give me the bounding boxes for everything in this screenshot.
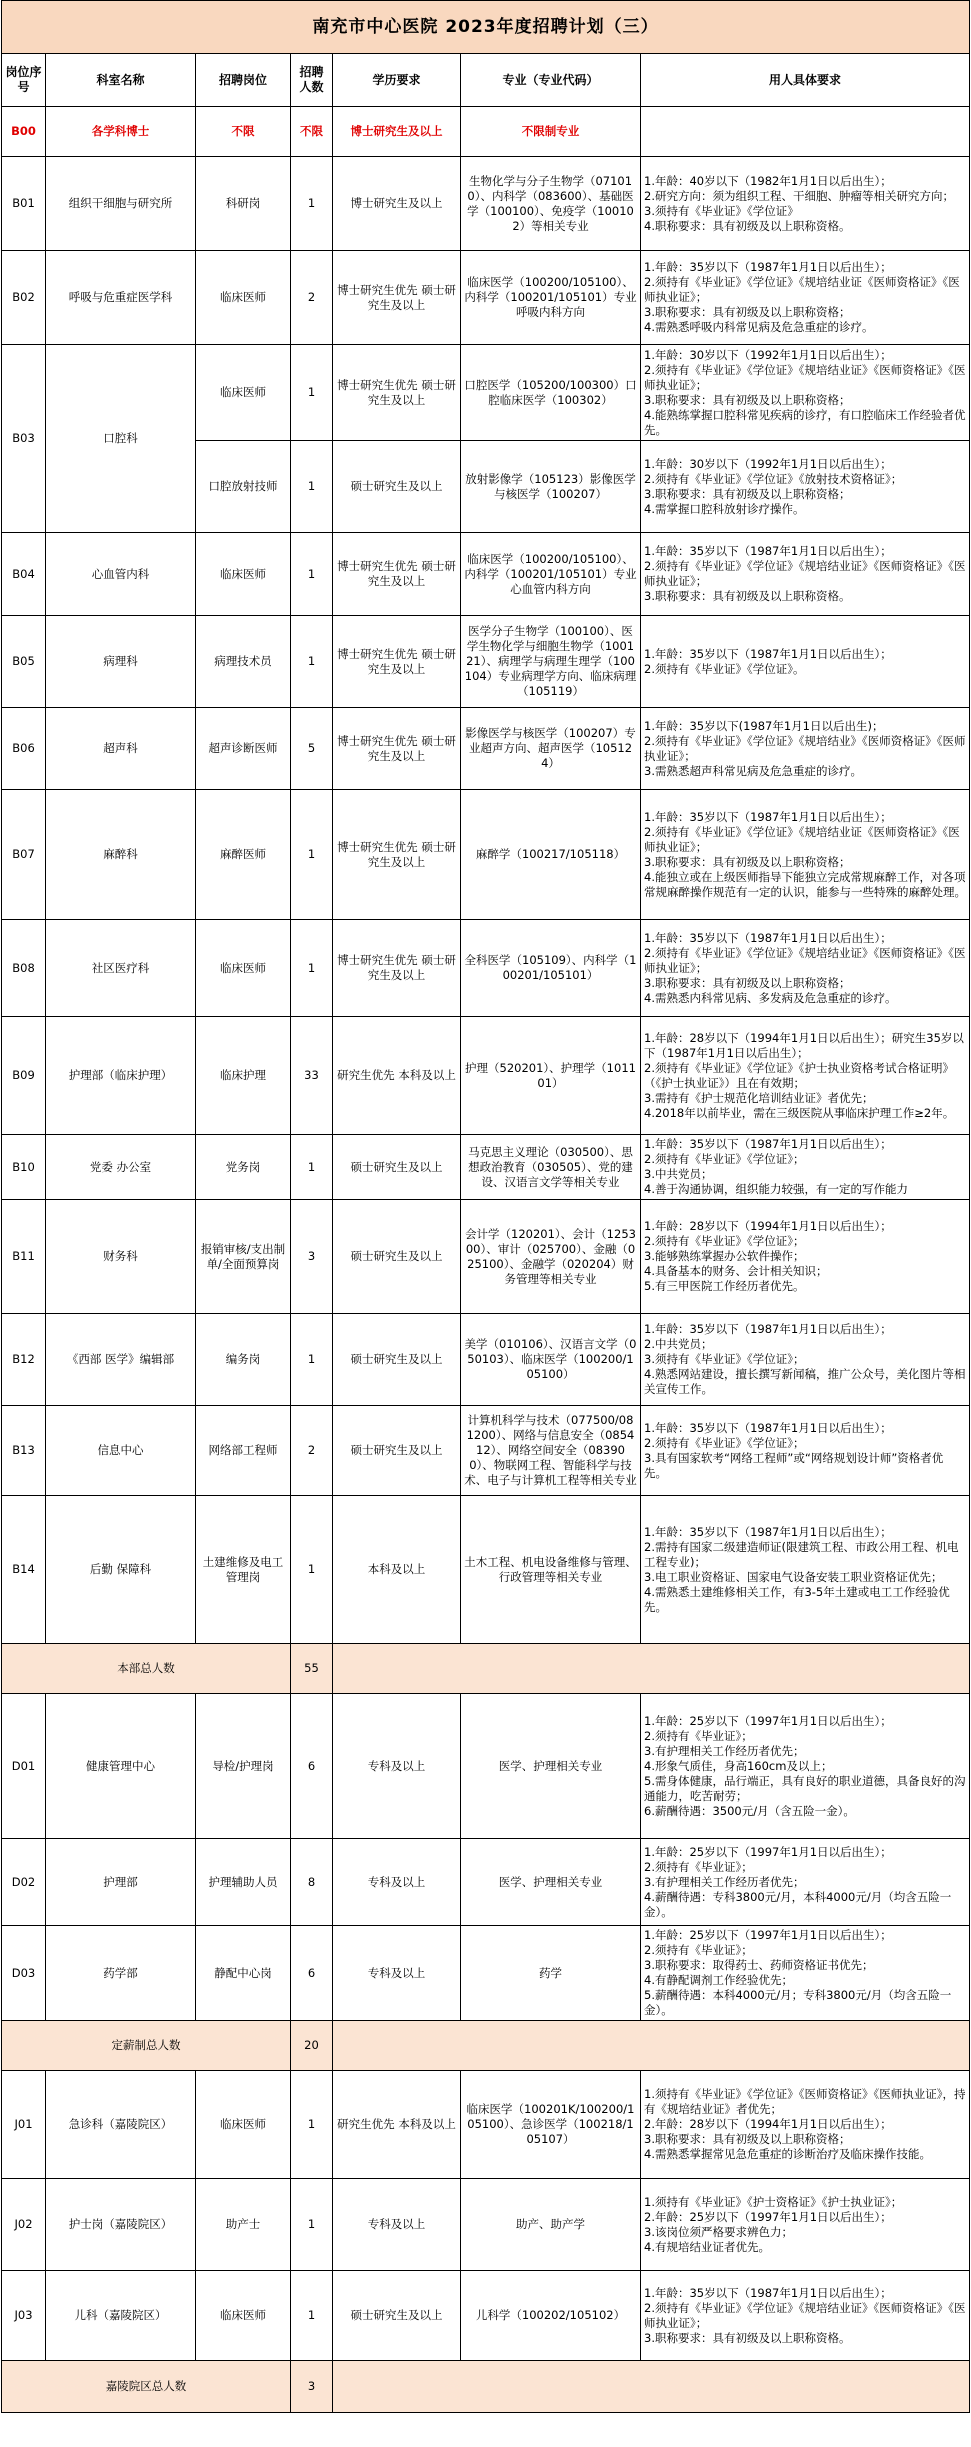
- table-row: [2, 1694, 970, 1839]
- requirement-line: 2.须持有《毕业证》《学位证》《规培结业》《医师资格证》《医师执业证》；: [644, 733, 966, 763]
- row-dept: 《西部 医学》编辑部: [46, 1314, 196, 1406]
- row-edu: 硕士研究生及以上: [333, 1314, 461, 1406]
- requirement-line: 4.有静配调剂工作经验优先；: [644, 1973, 793, 1987]
- requirement-line: 2.年龄：28岁以下（1994年1月1日以后出生）；: [644, 2117, 892, 2131]
- row-requirements: [641, 616, 970, 708]
- row-post: 编务岗: [196, 1314, 291, 1406]
- row-requirements: [641, 2271, 970, 2361]
- row-major: 会计学（120201）、会计（125300）、审计（025700）、金融（025100）、金融学（020204）财务管理等相关专业: [461, 1200, 641, 1314]
- row-post: 科研岗: [196, 157, 291, 251]
- row-dept: 儿科（嘉陵院区）: [46, 2271, 196, 2361]
- row-code: J01: [2, 2071, 46, 2179]
- row-major: 医学分子生物学（100100）、医学生物化学与细胞生物学（100121）、病理学与病理生理学（100104）专业病理学方向、临床病理（105119）: [461, 616, 641, 708]
- requirement-line: 3.中共党员；: [644, 1167, 713, 1181]
- row-num: 1: [291, 2179, 333, 2271]
- row-dept: 后勤 保障科: [46, 1496, 196, 1644]
- table-row: [2, 157, 970, 251]
- requirement-line: 1.年龄：30岁以下（1992年1月1日以后出生）；: [644, 456, 892, 471]
- requirement-line: 5.薪酬待遇：本科4000元/月；专科3800元/月（均含五险一金）。: [644, 1988, 952, 2017]
- row-major: 美学（010106）、汉语言文学（050103）、临床医学（100200/105100）: [461, 1314, 641, 1406]
- row-requirements: [641, 1017, 970, 1135]
- sum2-blank: [333, 2021, 970, 2071]
- requirement-line: 4.熟悉网站建设，擅长撰写新闻稿，推广公众号，美化图片等相关宣传工作。: [644, 1367, 966, 1396]
- row-major: 护理（520201）、护理学（101101）: [461, 1017, 641, 1135]
- row-edu: 专科及以上: [333, 1926, 461, 2021]
- row-edu: 博士研究生优先 硕士研究生及以上: [333, 920, 461, 1017]
- row-edu: 本科及以上: [333, 1496, 461, 1644]
- row-code: B13: [2, 1406, 46, 1496]
- row-major: 马克思主义理论（030500）、思想政治教育（030505）、党的建设、汉语言文学等相关专业: [461, 1135, 641, 1200]
- requirement-line: 1.年龄：35岁以下（1987年1月1日以后出生）；: [644, 809, 892, 824]
- requirement-line: 1.年龄：35岁以下（1987年1月1日以后出生）；: [644, 1420, 892, 1435]
- row-major: 放射影像学（105123）影像医学与核医学（100207）: [461, 441, 641, 533]
- row-code: B04: [2, 533, 46, 616]
- row-dept: 护士岗（嘉陵院区）: [46, 2179, 196, 2271]
- requirement-line: 3.职称要求：具有初级及以上职称资格。: [644, 2330, 851, 2345]
- row-major: 药学: [461, 1926, 641, 2021]
- row-num: 6: [291, 1694, 333, 1839]
- requirement-line: 2.中共党员；: [644, 1337, 713, 1351]
- requirement-line: 1.年龄：35岁以下（1987年1月1日以后出生）；: [644, 930, 892, 945]
- row-num: 2: [291, 251, 333, 345]
- requirement-line: 2.须持有《毕业证》《学位证》《规培结业证》《医师资格证》《医师执业证》；: [644, 362, 966, 392]
- header-dept: 科室名称: [46, 54, 196, 107]
- row-post: 护理辅助人员: [196, 1839, 291, 1926]
- header-num: 招聘人数: [291, 54, 333, 107]
- row-dept: 病理科: [46, 616, 196, 708]
- row-requirements: [641, 708, 970, 790]
- requirement-line: 2.需持有国家二级建造师证(限建筑工程、市政公用工程、机电工程专业)；: [644, 1539, 959, 1569]
- requirement-line: 3.需熟悉超声科常见病及危急重症的诊疗。: [644, 763, 862, 778]
- row-num: 2: [291, 1406, 333, 1496]
- row-major: 全科医学（105109）、内科学（100201/105101）: [461, 920, 641, 1017]
- row-num: 33: [291, 1017, 333, 1135]
- row-major: 计算机科学与技术（077500/081200）、网络与信息安全（085412）、网络空间安全（083900）、物联网工程、智能科学与技术、电子与计算机工程等相关专业: [461, 1406, 641, 1496]
- requirement-line: 6.薪酬待遇：3500元/月（含五险一金）。: [644, 1803, 855, 1818]
- row-post: 临床医师: [196, 533, 291, 616]
- row-requirements: [641, 251, 970, 345]
- row-edu: 专科及以上: [333, 1839, 461, 1926]
- row-post: 超声诊断医师: [196, 708, 291, 790]
- table-row: [2, 616, 970, 708]
- requirement-line: 4.需掌握口腔科放射诊疗操作。: [644, 501, 805, 516]
- row-num: 1: [291, 2071, 333, 2179]
- row-code: B08: [2, 920, 46, 1017]
- b00-num: 不限: [291, 107, 333, 157]
- row-dept: 护理部: [46, 1839, 196, 1926]
- requirement-line: 4.需熟悉土建维修相关工作，有3-5年土建或电工工作经验优先。: [644, 1584, 950, 1614]
- row-requirements: [641, 157, 970, 251]
- row-num: 8: [291, 1839, 333, 1926]
- row-num: 1: [291, 1496, 333, 1644]
- row-post: 静配中心岗: [196, 1926, 291, 2021]
- row-num: 1: [291, 157, 333, 251]
- table-row: [2, 1926, 970, 2021]
- row-num: 6: [291, 1926, 333, 2021]
- b00-code: B00: [2, 107, 46, 157]
- table-row: [2, 251, 970, 345]
- row-edu: 硕士研究生及以上: [333, 2271, 461, 2361]
- requirement-line: 1.须持有《毕业证》《学位证》《医师资格证》《医师执业证》，持有《规培结业证》者优先；: [644, 2087, 966, 2116]
- row-post: 临床医师: [196, 251, 291, 345]
- row-code: J02: [2, 2179, 46, 2271]
- sum1-num: 55: [291, 1644, 333, 1694]
- requirement-line: 3.有护理相关工作经历者优先；: [644, 1743, 805, 1758]
- sum2-label: 定薪制总人数: [2, 2021, 291, 2071]
- row-requirements: [641, 1694, 970, 1839]
- header-code: 岗位序号: [2, 54, 46, 107]
- requirement-line: 3.电工职业资格证、国家电气设备安装工职业资格证优先；: [644, 1569, 943, 1584]
- sum1-label: 本部总人数: [2, 1644, 291, 1694]
- requirement-line: 4.善于沟通协调，组织能力较强，有一定的写作能力: [644, 1182, 908, 1196]
- row-code: B02: [2, 251, 46, 345]
- requirement-line: 2.须持有《毕业证》《学位证》《规培结业证《医师资格证》《医师执业证》；: [644, 275, 960, 304]
- row-major: 麻醉学（100217/105118）: [461, 790, 641, 920]
- row-post: 临床医师: [196, 2071, 291, 2179]
- row-edu: 硕士研究生及以上: [333, 1135, 461, 1200]
- requirement-line: 2.研究方向：须为组织工程、干细胞、肿瘤等相关研究方向；: [644, 188, 954, 203]
- requirement-line: 1.年龄：35岁以下（1987年1月1日以后出生）；: [644, 1137, 892, 1151]
- row-requirements: [641, 1200, 970, 1314]
- requirement-line: 3.该岗位须严格要求辨色力；: [644, 2224, 793, 2239]
- row-post: 网络部工程师: [196, 1406, 291, 1496]
- row-edu: 研究生优先 本科及以上: [333, 2071, 461, 2179]
- requirement-line: 4.能独立或在上级医师指导下能独立完成常规麻醉工作，对各项常规麻醉操作规范有一定的认识，能参与一些特殊的麻醉处理。: [644, 869, 966, 899]
- sum3-blank: [333, 2361, 970, 2413]
- row-dept: 党委 办公室: [46, 1135, 196, 1200]
- row-post: 党务岗: [196, 1135, 291, 1200]
- row-requirements: [641, 1926, 970, 2021]
- row-code: B01: [2, 157, 46, 251]
- sum2-num: 20: [291, 2021, 333, 2071]
- table-row: [2, 533, 970, 616]
- requirement-line: 2.须持有《毕业证》《学位证》；: [644, 1152, 805, 1166]
- row-num: 1: [291, 441, 333, 533]
- b00-major: 不限制专业: [461, 107, 641, 157]
- row-major: 儿科学（100202/105102）: [461, 2271, 641, 2361]
- row-num: 1: [291, 920, 333, 1017]
- requirement-line: 1.年龄：25岁以下（1997年1月1日以后出生）；: [644, 1713, 892, 1728]
- row-code: B03: [2, 345, 46, 533]
- row-edu: 研究生优先 本科及以上: [333, 1017, 461, 1135]
- row-edu: 博士研究生及以上: [333, 157, 461, 251]
- requirement-line: 3.职称要求：具有初级及以上职称资格；: [644, 975, 851, 990]
- row-post: 临床医师: [196, 2271, 291, 2361]
- row-post: 导检/护理岗: [196, 1694, 291, 1839]
- requirement-line: 1.年龄：25岁以下（1997年1月1日以后出生）；: [644, 1844, 892, 1859]
- header-major: 专业（专业代码）: [461, 54, 641, 107]
- header-edu: 学历要求: [333, 54, 461, 107]
- row-edu: 博士研究生优先 硕士研究生及以上: [333, 616, 461, 708]
- row-requirements: [641, 345, 970, 441]
- row-code: D02: [2, 1839, 46, 1926]
- row-requirements: [641, 1406, 970, 1496]
- row-requirements: [641, 920, 970, 1017]
- row-num: 1: [291, 1314, 333, 1406]
- row-dept: 急诊科（嘉陵院区）: [46, 2071, 196, 2179]
- table-row: [2, 790, 970, 920]
- requirement-line: 5.有三甲医院工作经历者优先。: [644, 1279, 805, 1293]
- requirement-line: 2.年龄：25岁以下（1997年1月1日以后出生）；: [644, 2209, 892, 2224]
- row-edu: 硕士研究生及以上: [333, 1200, 461, 1314]
- b00-post: 不限: [196, 107, 291, 157]
- table-row: [2, 1135, 970, 1200]
- requirement-line: 1.年龄：40岁以下（1982年1月1日以后出生）；: [644, 173, 892, 188]
- row-dept: 社区医疗科: [46, 920, 196, 1017]
- table-row: [2, 2071, 970, 2179]
- sum1-blank: [333, 1644, 970, 1694]
- row-edu: 专科及以上: [333, 2179, 461, 2271]
- row-post: 麻醉医师: [196, 790, 291, 920]
- requirement-line: 3.职称要求：具有初级及以上职称资格；: [644, 486, 851, 501]
- row-dept: 健康管理中心: [46, 1694, 196, 1839]
- row-code: J03: [2, 2271, 46, 2361]
- requirement-line: 1.年龄：28岁以下（1994年1月1日以后出生）；研究生35岁以下（1987年1月1日以后出生）；: [644, 1030, 964, 1060]
- requirement-line: 2.须持有《毕业证》；: [644, 1943, 753, 1957]
- requirement-line: 1.年龄：35岁以下（1987年1月1日以后出生）；: [644, 646, 892, 661]
- row-edu: 博士研究生优先 硕士研究生及以上: [333, 790, 461, 920]
- sum3-num: 3: [291, 2361, 333, 2413]
- requirement-line: 4.形象气质佳，身高160cm及以上；: [644, 1758, 833, 1773]
- row-dept: 麻醉科: [46, 790, 196, 920]
- row-requirements: [641, 1496, 970, 1644]
- row-requirements: [641, 1135, 970, 1200]
- requirement-line: 3.需持有《护士规范化培训结业证》者优先；: [644, 1090, 874, 1105]
- row-dept: 超声科: [46, 708, 196, 790]
- row-dept: 财务科: [46, 1200, 196, 1314]
- row-major: 口腔医学（105200/100300）口腔临床医学（100302）: [461, 345, 641, 441]
- row-major: 临床医学（100200/105100）、内科学（100201/105101）专业呼吸内科方向: [461, 251, 641, 345]
- table-row: [2, 1200, 970, 1314]
- requirement-line: 2.须持有《毕业证》；: [644, 1859, 753, 1874]
- table-row: [2, 1314, 970, 1406]
- row-dept: 心血管内科: [46, 533, 196, 616]
- row-dept: 组织干细胞与研究所: [46, 157, 196, 251]
- row-post: 口腔放射技师: [196, 441, 291, 533]
- requirement-line: 3.须持有《毕业证》《学位证》: [644, 203, 799, 218]
- requirement-line: 2.须持有《毕业证》《学位证》《规培结业证》《医师资格证》《医师执业证》；: [644, 2300, 966, 2330]
- row-num: 1: [291, 345, 333, 441]
- row-num: 3: [291, 1200, 333, 1314]
- row-post: 临床医师: [196, 345, 291, 441]
- requirement-line: 5.需身体健康，品行端正，具有良好的职业道德，具备良好的沟通能力，吃苦耐劳；: [644, 1773, 966, 1803]
- b00-req: [641, 107, 970, 157]
- row-post: 报销审核/支出制单/全面预算岗: [196, 1200, 291, 1314]
- table-row: [2, 1496, 970, 1644]
- row-code: B06: [2, 708, 46, 790]
- requirement-line: 3.职称要求：具有初级及以上职称资格；: [644, 305, 851, 319]
- row-dept: 口腔科: [46, 345, 196, 533]
- row-num: 1: [291, 790, 333, 920]
- requirement-line: 3.具有国家软考“网络工程师”或“网络规划设计师”资格者优先。: [644, 1450, 944, 1480]
- requirement-line: 4.能熟练掌握口腔科常见疾病的诊疗，有口腔临床工作经验者优先。: [644, 407, 966, 437]
- sum3-label: 嘉陵院区总人数: [2, 2361, 291, 2413]
- row-num: 1: [291, 533, 333, 616]
- requirement-line: 3.职称要求：具有初级及以上职称资格；: [644, 2132, 851, 2146]
- requirement-line: 2.须持有《毕业证》《学位证》《规培结业证》《医师资格证》《医师执业证》；: [644, 559, 966, 588]
- row-major: 生物化学与分子生物学（071010）、内科学（083600）、基础医学（100100）、免疫学（100102）等相关专业: [461, 157, 641, 251]
- row-post: 土建维修及电工管理岗: [196, 1496, 291, 1644]
- table-row: [2, 920, 970, 1017]
- table-row: [2, 1406, 970, 1496]
- row-dept: 药学部: [46, 1926, 196, 2021]
- row-requirements: [641, 1839, 970, 1926]
- row-requirements: [641, 441, 970, 533]
- row-major: 影像医学与核医学（100207）专业超声方向、超声医学（105124）: [461, 708, 641, 790]
- row-dept: 护理部（临床护理）: [46, 1017, 196, 1135]
- table-row: [2, 1017, 970, 1135]
- requirement-line: 2.须持有《毕业证》《学位证》《规培结业证《医师资格证》《医师执业证》；: [644, 824, 960, 854]
- row-edu: 博士研究生优先 硕士研究生及以上: [333, 345, 461, 441]
- header-req: 用人具体要求: [641, 54, 970, 107]
- requirement-line: 4.薪酬待遇：专科3800元/月，本科4000元/月（均含五险一金）。: [644, 1889, 952, 1919]
- row-major: 医学、护理相关专业: [461, 1694, 641, 1839]
- requirement-line: 2.须持有《毕业证》《学位证》；: [644, 1234, 805, 1248]
- requirement-line: 4.有规培结业证者优先。: [644, 2239, 770, 2254]
- requirement-line: 4.需熟悉呼吸内科常见病及危急重症的诊疗。: [644, 320, 874, 334]
- requirement-line: 1.年龄：35岁以下(1987年1月1日以后出生)；: [644, 718, 884, 733]
- requirement-line: 3.职称要求：具有初级及以上职称资格；: [644, 854, 851, 869]
- row-code: B09: [2, 1017, 46, 1135]
- row-dept: 呼吸与危重症医学科: [46, 251, 196, 345]
- row-edu: 硕士研究生及以上: [333, 441, 461, 533]
- row-edu: 博士研究生优先 硕士研究生及以上: [333, 251, 461, 345]
- requirement-line: 2.须持有《毕业证》《学位证》《护士执业资格考试合格证明》（《护士执业证》）且在有效期；: [644, 1060, 954, 1090]
- row-post: 助产士: [196, 2179, 291, 2271]
- table-row: [2, 1839, 970, 1926]
- requirement-line: 1.年龄：35岁以下（1987年1月1日以后出生）；: [644, 2285, 892, 2300]
- table-row: [2, 2271, 970, 2361]
- requirement-line: 2.须持有《毕业证》；: [644, 1728, 753, 1743]
- requirement-line: 2.须持有《毕业证》《学位证》。: [644, 661, 805, 676]
- requirement-line: 3.须持有《毕业证》《学位证》；: [644, 1352, 805, 1366]
- row-post: 病理技术员: [196, 616, 291, 708]
- row-edu: 博士研究生优先 硕士研究生及以上: [333, 708, 461, 790]
- row-code: B14: [2, 1496, 46, 1644]
- page-title: 南充市中心医院 2023年度招聘计划（三）: [2, 1, 970, 54]
- row-major: 临床医学（100200/105100）、内科学（100201/105101）专业心血管内科方向: [461, 533, 641, 616]
- row-edu: 硕士研究生及以上: [333, 1406, 461, 1496]
- table-row: [2, 708, 970, 790]
- row-edu: 专科及以上: [333, 1694, 461, 1839]
- requirement-line: 1.年龄：28岁以下（1994年1月1日以后出生）；: [644, 1219, 892, 1233]
- requirement-line: 4.职称要求：具有初级及以上职称资格。: [644, 218, 851, 233]
- row-code: D03: [2, 1926, 46, 2021]
- row-requirements: [641, 533, 970, 616]
- requirement-line: 2.须持有《毕业证》《学位证》；: [644, 1435, 805, 1450]
- b00-edu: 博士研究生及以上: [333, 107, 461, 157]
- requirement-line: 3.能够熟练掌握办公软件操作；: [644, 1249, 805, 1263]
- recruitment-table: [1, 0, 970, 2413]
- table-row: [2, 345, 970, 441]
- row-edu: 博士研究生优先 硕士研究生及以上: [333, 533, 461, 616]
- row-code: B12: [2, 1314, 46, 1406]
- row-num: 1: [291, 2271, 333, 2361]
- requirement-line: 3.职称要求：具有初级及以上职称资格；: [644, 392, 851, 407]
- row-post: 临床医师: [196, 920, 291, 1017]
- requirement-line: 4.具备基本的财务、会计相关知识；: [644, 1264, 828, 1278]
- row-requirements: [641, 790, 970, 920]
- requirement-line: 1.年龄：35岁以下（1987年1月1日以后出生）；: [644, 1322, 892, 1336]
- row-num: 5: [291, 708, 333, 790]
- row-post: 临床护理: [196, 1017, 291, 1135]
- row-code: B05: [2, 616, 46, 708]
- requirement-line: 4.2018年以前毕业，需在三级医院从事临床护理工作≥2年。: [644, 1105, 955, 1120]
- row-code: D01: [2, 1694, 46, 1839]
- row-code: B11: [2, 1200, 46, 1314]
- row-code: B10: [2, 1135, 46, 1200]
- requirement-line: 1.须持有《毕业证》《护士资格证》《护士执业证》；: [644, 2194, 903, 2209]
- table-row: [2, 2179, 970, 2271]
- row-requirements: [641, 2071, 970, 2179]
- row-num: 1: [291, 1135, 333, 1200]
- requirement-line: 1.年龄：35岁以下（1987年1月1日以后出生）；: [644, 260, 892, 274]
- header-post: 招聘岗位: [196, 54, 291, 107]
- row-requirements: [641, 2179, 970, 2271]
- row-code: B07: [2, 790, 46, 920]
- row-requirements: [641, 1314, 970, 1406]
- row-major: 临床医学（100201K/100200/105100）、急诊医学（100218/105107）: [461, 2071, 641, 2179]
- requirement-line: 3.有护理相关工作经历者优先；: [644, 1874, 805, 1889]
- requirement-line: 1.年龄：25岁以下（1997年1月1日以后出生）；: [644, 1928, 892, 1942]
- requirement-line: 2.须持有《毕业证》《学位证》《放射技术资格证》；: [644, 471, 903, 486]
- row-num: 1: [291, 616, 333, 708]
- row-major: 土木工程、机电设备维修与管理、行政管理等相关专业: [461, 1496, 641, 1644]
- requirement-line: 3.职称要求：取得药士、药师资格证书优先；: [644, 1958, 874, 1972]
- row-major: 医学、护理相关专业: [461, 1839, 641, 1926]
- requirement-line: 1.年龄：30岁以下（1992年1月1日以后出生）；: [644, 347, 892, 362]
- requirement-line: 4.需熟悉内科常见病、多发病及危急重症的诊疗。: [644, 990, 897, 1005]
- row-dept: 信息中心: [46, 1406, 196, 1496]
- requirement-line: 1.年龄：35岁以下（1987年1月1日以后出生）；: [644, 1524, 892, 1539]
- requirement-line: 4.需熟悉掌握常见急危重症的诊断治疗及临床操作技能。: [644, 2147, 931, 2161]
- b00-dept: 各学科博士: [46, 107, 196, 157]
- requirement-line: 3.职称要求：具有初级及以上职称资格。: [644, 589, 851, 603]
- row-major: 助产、助产学: [461, 2179, 641, 2271]
- requirement-line: 1.年龄：35岁以下（1987年1月1日以后出生）；: [644, 544, 892, 558]
- requirement-line: 2.须持有《毕业证》《学位证》《规培结业证》《医师资格证》《医师执业证》；: [644, 945, 966, 975]
